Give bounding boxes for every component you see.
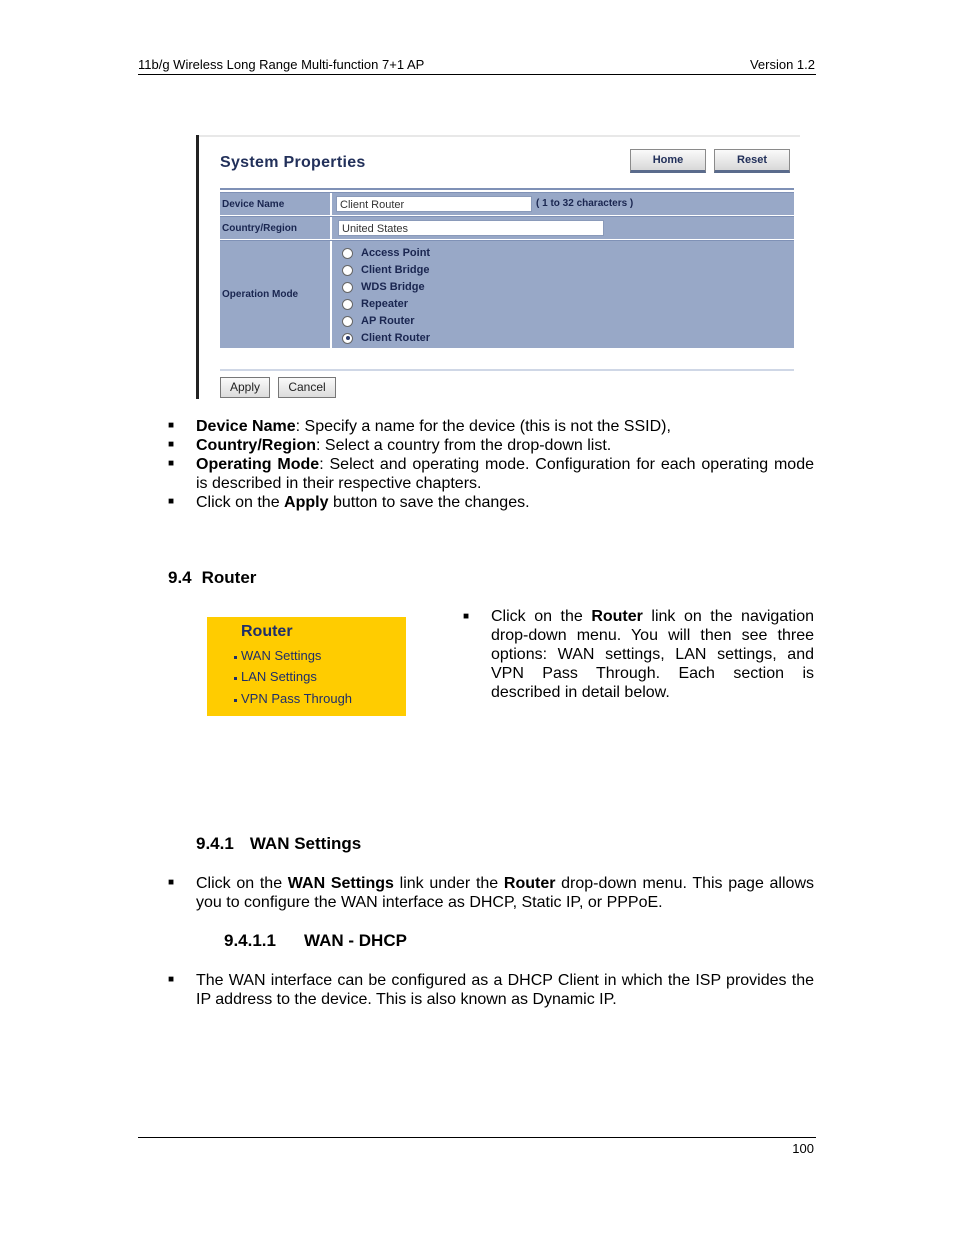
- home-button[interactable]: Home: [630, 149, 706, 173]
- radio-icon: [342, 282, 353, 293]
- bullet-country: Country/Region: Select a country from the drop-down list.: [196, 437, 612, 454]
- radio-client-router[interactable]: Client Router: [342, 330, 430, 346]
- menu-item-lan-settings[interactable]: LAN Settings: [241, 669, 317, 684]
- bullet-icon: [234, 699, 237, 702]
- bullet-icon: ■: [168, 877, 175, 888]
- wan-settings-description: Click on the WAN Settings link under the Router drop-down menu. This page allows you to configure the WAN interface as DHCP, Static IP, or PPPoE.: [196, 875, 814, 911]
- title-divider: [220, 188, 794, 190]
- radio-selected-icon: [342, 333, 353, 344]
- footer-divider: [138, 1137, 816, 1138]
- radio-icon: [342, 316, 353, 327]
- bullet-icon: ■: [168, 439, 175, 450]
- bullet-icon: ■: [168, 974, 175, 985]
- menu-item-vpn-pass-through[interactable]: VPN Pass Through: [241, 691, 352, 706]
- device-name-hint: ( 1 to 32 characters ): [536, 198, 634, 209]
- bullet-icon: ■: [168, 496, 175, 507]
- country-row: [220, 216, 794, 239]
- operation-mode-row: [220, 240, 794, 348]
- bullet-operating-mode: Operating Mode: Select and operating mode. Configuration for each operating mode is described in their respective chapters.: [196, 456, 815, 492]
- section-heading-9-4-1-1: 9.4.1.1 WAN - DHCP: [224, 931, 407, 950]
- radio-icon: [342, 265, 353, 276]
- radio-wds-bridge[interactable]: WDS Bridge: [342, 279, 425, 295]
- radio-access-point[interactable]: Access Point: [342, 245, 430, 261]
- router-menu-title[interactable]: Router: [241, 623, 293, 640]
- device-name-label: Device Name: [220, 193, 332, 215]
- device-name-row: [220, 192, 794, 215]
- system-properties-screenshot: [196, 135, 800, 399]
- form-divider: [220, 369, 794, 371]
- radio-client-bridge[interactable]: Client Bridge: [342, 262, 429, 278]
- cancel-button[interactable]: Cancel: [278, 377, 336, 398]
- menu-item-wan-settings[interactable]: WAN Settings: [241, 648, 321, 663]
- top-border: [199, 135, 800, 137]
- bullet-apply: Click on the Apply button to save the changes.: [196, 494, 530, 511]
- document-title: 11b/g Wireless Long Range Multi-function 7+1 AP: [138, 57, 425, 72]
- bullet-icon: ■: [463, 611, 470, 622]
- operation-mode-label: Operation Mode: [220, 241, 332, 348]
- radio-ap-router[interactable]: AP Router: [342, 313, 415, 329]
- router-menu-screenshot: [207, 617, 406, 716]
- section-heading-9-4-1: 9.4.1 WAN Settings: [196, 834, 362, 853]
- panel-title: System Properties: [220, 154, 366, 171]
- wan-dhcp-description: The WAN interface can be configured as a DHCP Client in which the ISP provides the IP address to the device. This is also known as Dynamic IP.: [196, 972, 814, 1008]
- bullet-icon: [234, 677, 237, 680]
- router-description: Click on the Router link on the navigation drop-down menu. You will then see three options: WAN settings, LAN settings, and VPN Pass Through. Each section is described in detail below.: [491, 608, 814, 701]
- bullet-icon: [234, 656, 237, 659]
- radio-icon: [342, 248, 353, 259]
- radio-icon: [342, 299, 353, 310]
- document-version: Version 1.2: [749, 57, 815, 72]
- country-input[interactable]: United States: [338, 220, 604, 236]
- bullet-icon: ■: [168, 458, 175, 469]
- radio-repeater[interactable]: Repeater: [342, 296, 408, 312]
- device-name-input[interactable]: Client Router: [336, 196, 532, 212]
- page-number: 100: [792, 1141, 814, 1156]
- country-label: Country/Region: [220, 217, 332, 239]
- bullet-device-name: Device Name: Specify a name for the device (this is not the SSID),: [196, 418, 671, 435]
- section-heading-9-4: 9.4 Router: [168, 568, 257, 587]
- bullet-icon: ■: [168, 420, 175, 431]
- reset-button[interactable]: Reset: [714, 149, 790, 173]
- left-border: [196, 135, 199, 399]
- apply-button[interactable]: Apply: [220, 377, 270, 398]
- header-divider: [138, 74, 816, 75]
